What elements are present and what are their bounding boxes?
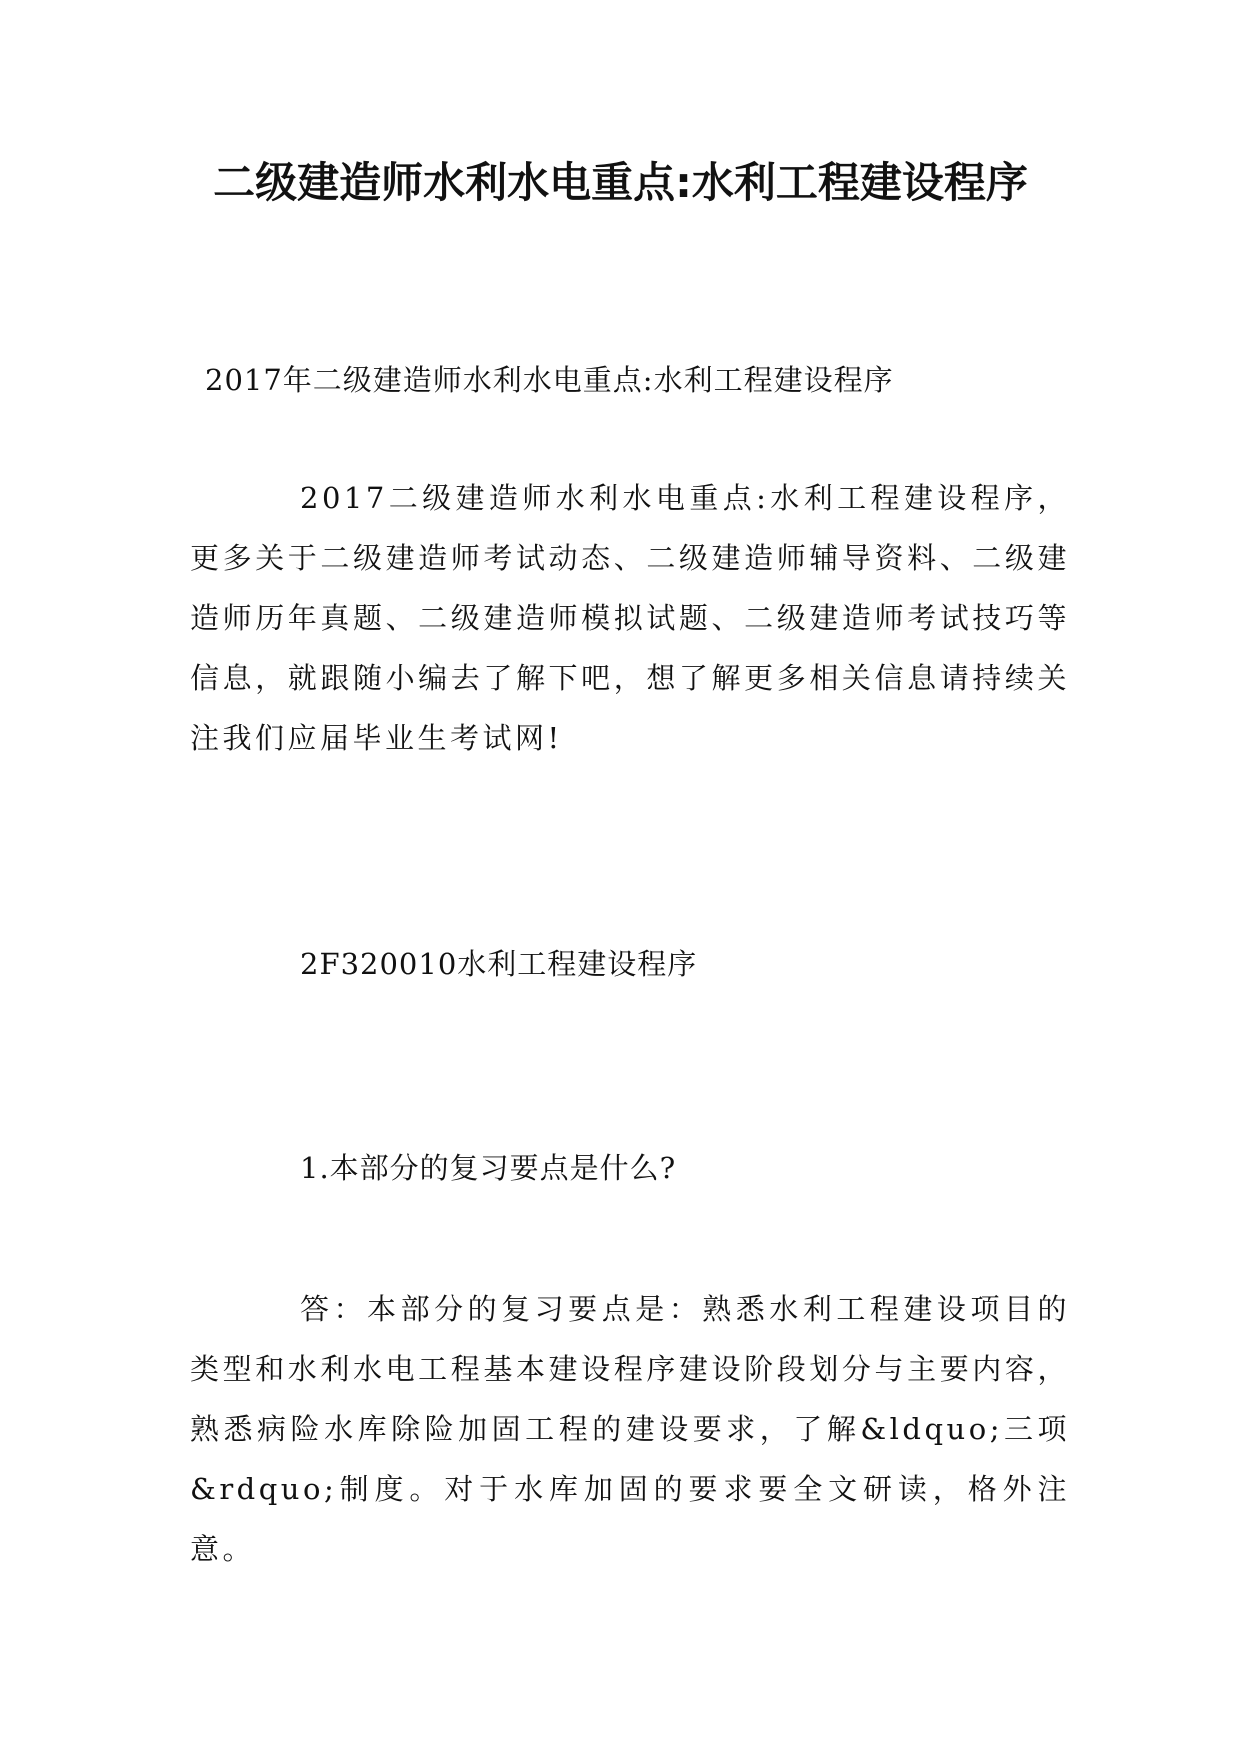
document-subtitle: 2017年二级建造师水利水电重点:水利工程建设程序 [205, 363, 894, 397]
section-heading: 2F320010水利工程建设程序 [300, 947, 698, 981]
intro-paragraph: 2017二级建造师水利水电重点:水利工程建设程序，更多关于二级建造师考试动态、二级建造师辅导资料、二级建造师历年真题、二级建造师模拟试题、二级建造师考试技巧等信息，就跟随小编去了解下吧，想了解更多相关信息请持续关注我们应届毕业生考试网! [190, 481, 1070, 755]
document-title: 二级建造师水利水电重点:水利工程建设程序 [213, 158, 1028, 207]
question-text: 1.本部分的复习要点是什么? [300, 1151, 677, 1185]
answer-paragraph: 答：本部分的复习要点是：熟悉水利工程建设项目的类型和水利水电工程基本建设程序建设阶段划分与主要内容，熟悉病险水库除险加固工程的建设要求，了解&ldquo;三项&rdquo;制度。对于水库加固的要求要全文研读，格外注意。 [190, 1292, 1070, 1566]
